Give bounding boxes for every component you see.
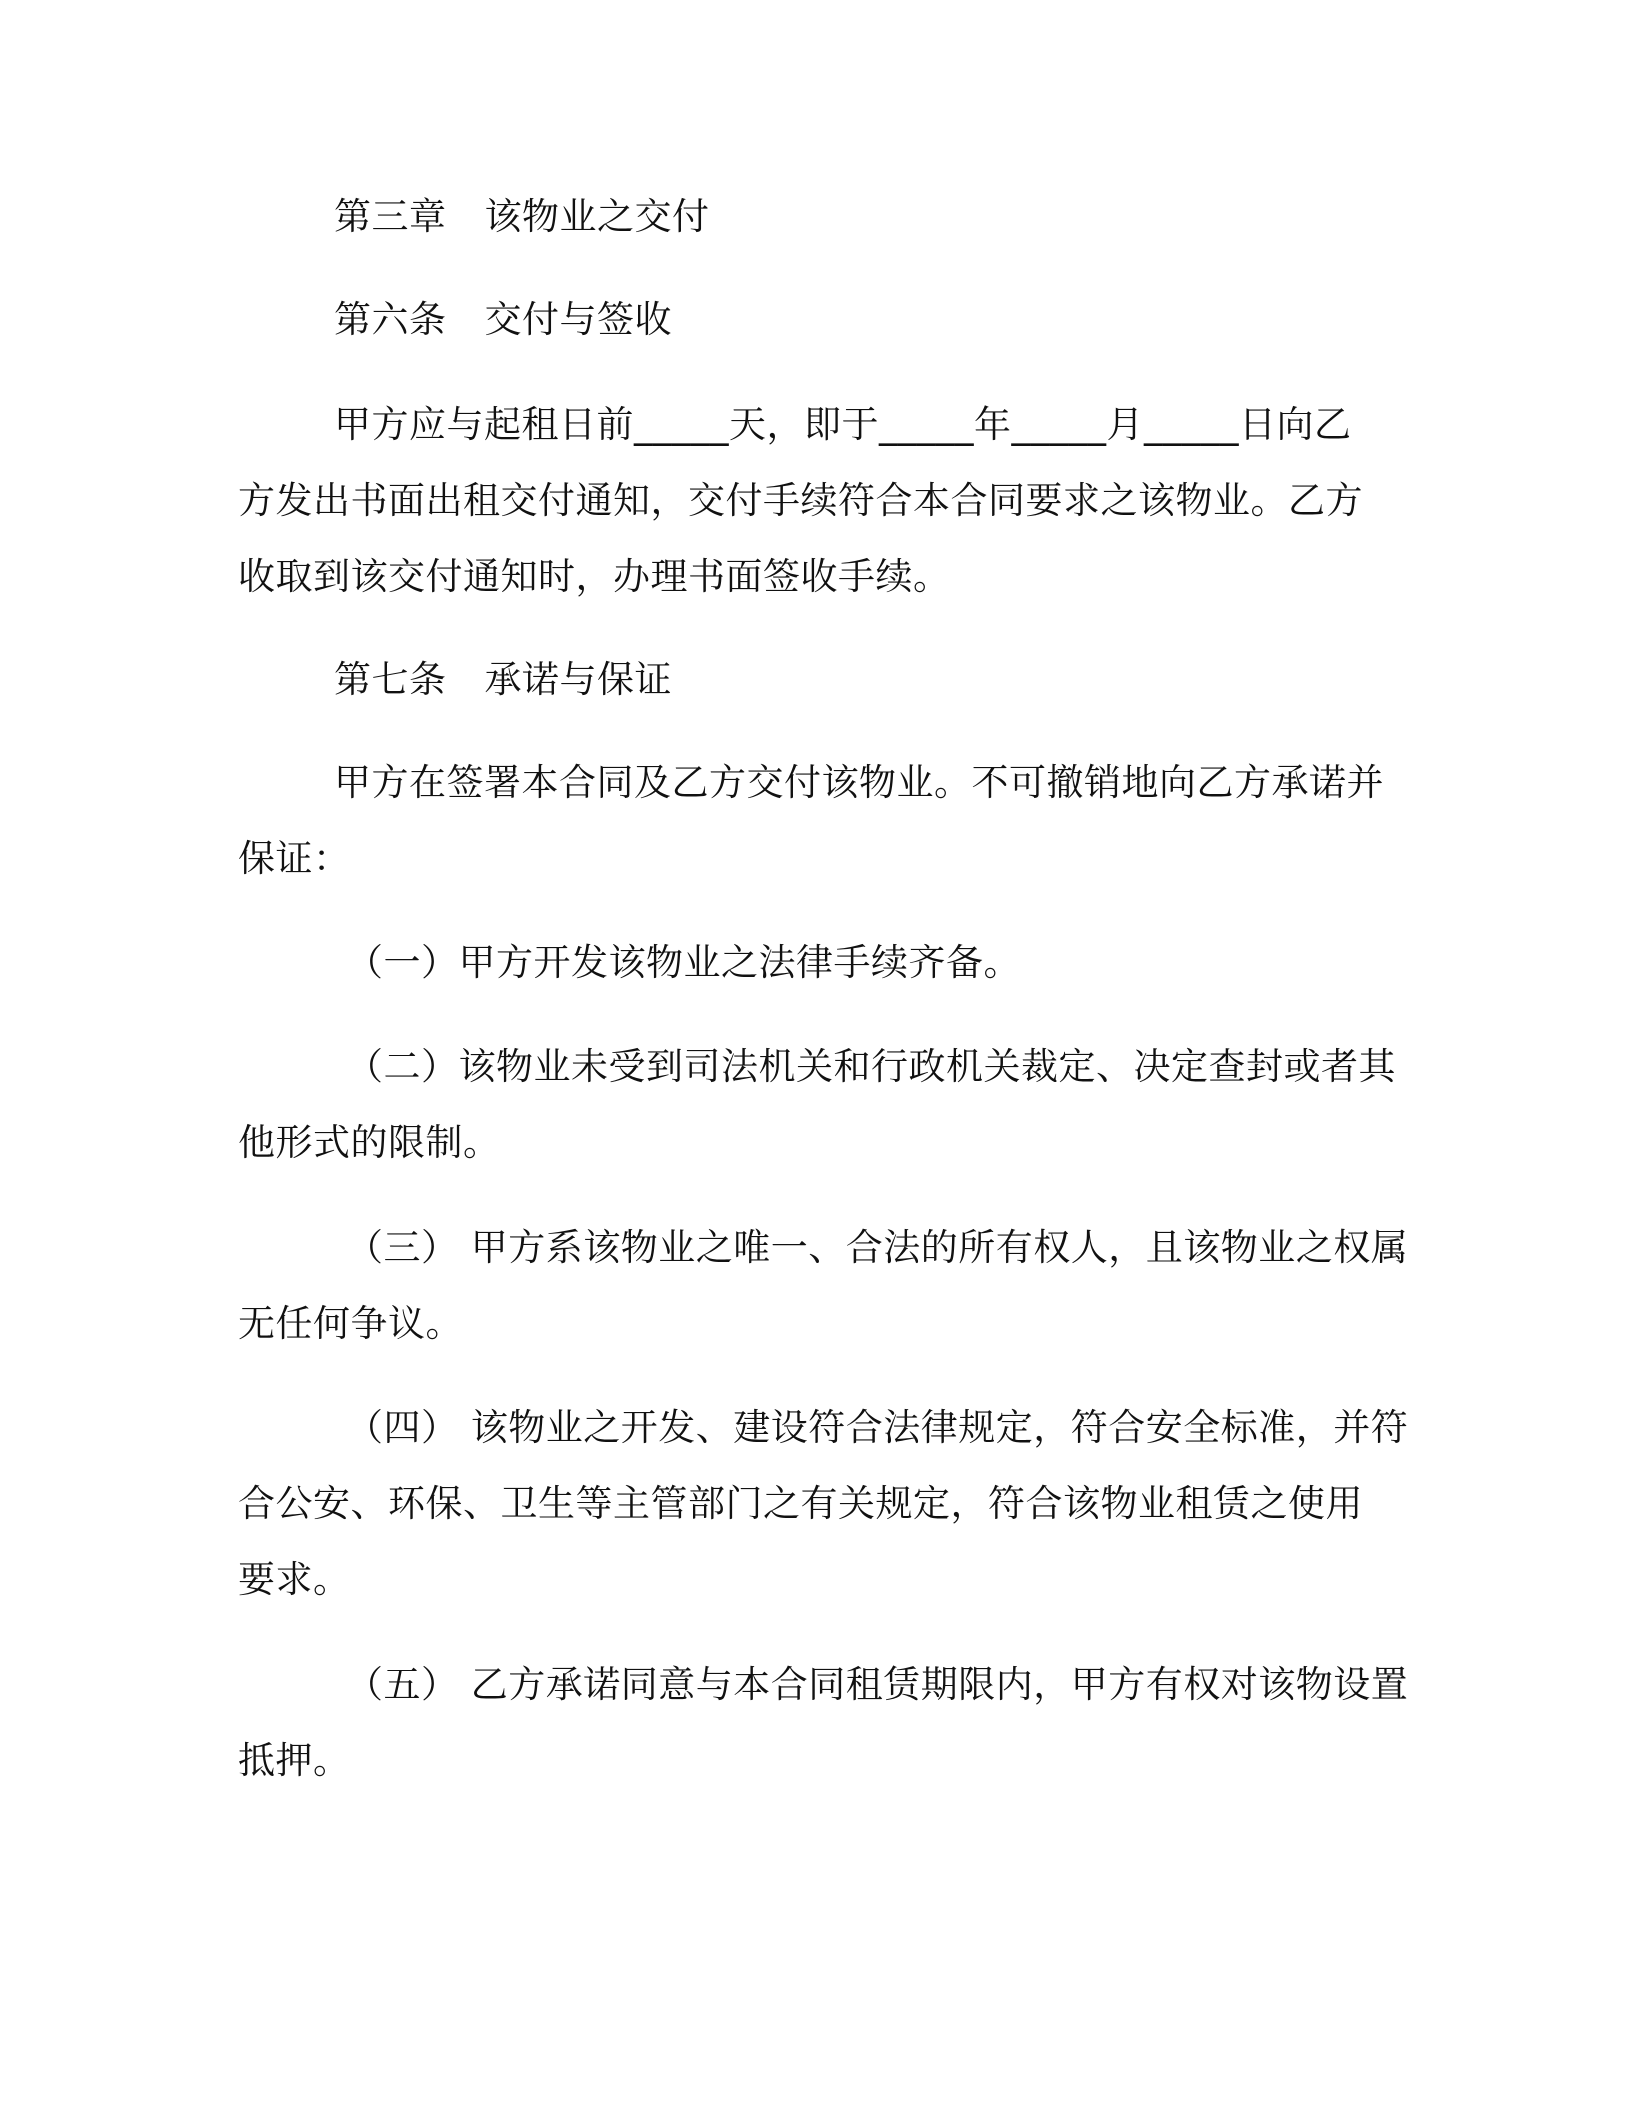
article-6-title: 交付与签收 <box>484 298 672 341</box>
item-5-line-2: 抵押。 <box>238 1739 351 1782</box>
item-1-line-1: （一）甲方开发该物业之法律手续齐备。 <box>346 941 1021 984</box>
article-6-line-3: 收取到该交付通知时，办理书面签收手续。 <box>238 555 951 598</box>
item-3-line-2: 无任何争议。 <box>238 1302 463 1345</box>
chapter-title: 该物业之交付 <box>484 195 710 238</box>
item-2-line-1: （二）该物业未受到司法机关和行政机关裁定、决定查封或者其 <box>346 1045 1396 1088</box>
item-4-line-2: 合公安、环保、卫生等主管部门之有关规定，符合该物业租赁之使用 <box>238 1482 1363 1525</box>
article-7-intro-line-1: 甲方在签署本合同及乙方交付该物业。不可撤销地向乙方承诺并 <box>334 761 1384 804</box>
chapter-number: 第三章 <box>334 195 447 238</box>
article-6-heading <box>334 297 672 343</box>
item-5-line-1: （五） 乙方承诺同意与本合同租赁期限内，甲方有权对该物设置 <box>346 1663 1409 1706</box>
article-7-number: 第七条 <box>334 658 447 701</box>
item-2-line-2: 他形式的限制。 <box>238 1121 501 1164</box>
chapter-heading <box>334 194 710 240</box>
article-7-title: 承诺与保证 <box>484 658 672 701</box>
article-7-heading <box>334 657 672 703</box>
item-4-line-3: 要求。 <box>238 1558 351 1601</box>
article-7-intro-line-2: 保证： <box>238 837 351 880</box>
item-3-line-1: （三） 甲方系该物业之唯一、合法的所有权人，且该物业之权属 <box>346 1226 1409 1269</box>
article-6-number: 第六条 <box>334 298 447 341</box>
item-4-line-1: （四） 该物业之开发、建设符合法律规定，符合安全标准，并符 <box>346 1406 1409 1449</box>
article-6-line-1: 甲方应与起租日前_____天，即于_____年_____月_____日向乙 <box>334 403 1352 446</box>
article-6-line-2: 方发出书面出租交付通知，交付手续符合本合同要求之该物业。乙方 <box>238 479 1363 522</box>
